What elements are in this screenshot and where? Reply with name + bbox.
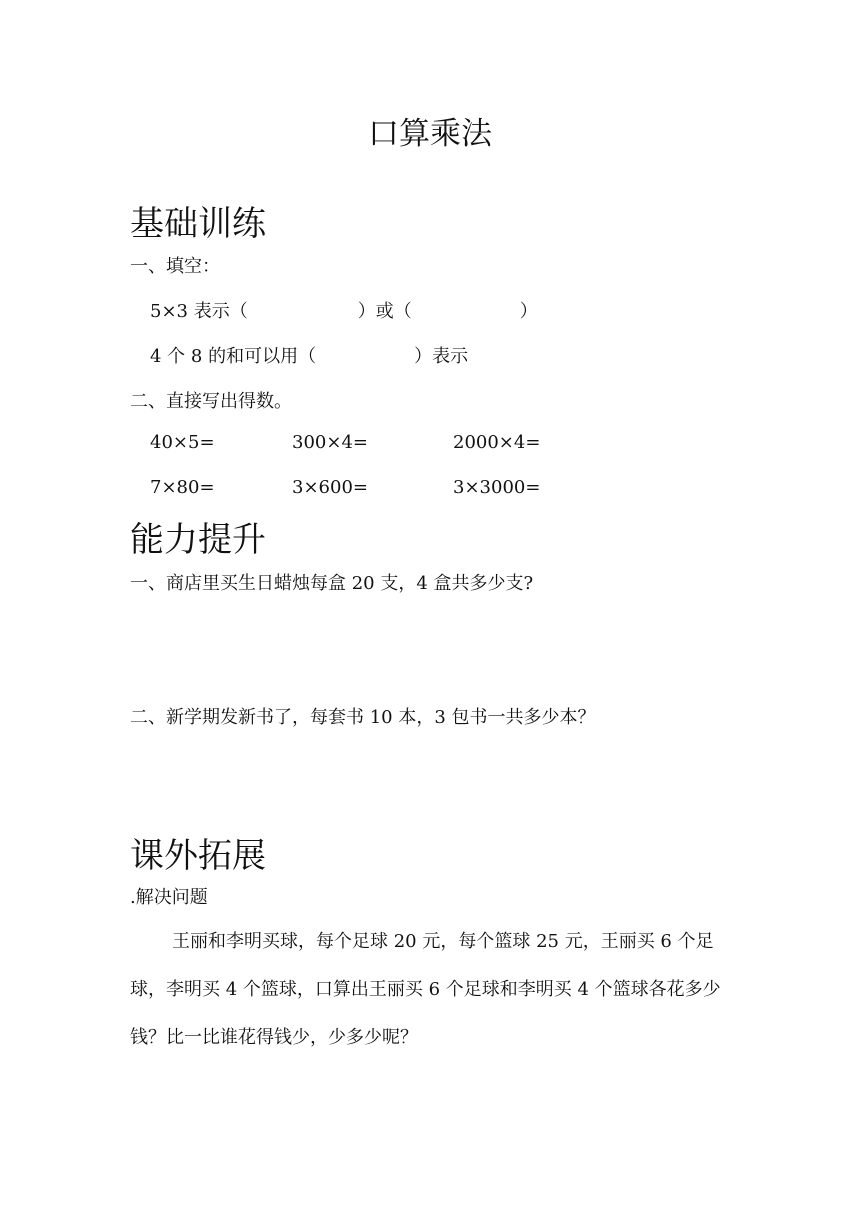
extension-problem: 王丽和李明买球，每个足球 20 元，每个篮球 25 元，王丽买 6 个足球，李明买 4 个篮球，口算出王丽买 6 个足球和李明买 4 个篮球各花多少钱？比一比谁花得钱少，少多少呢？	[130, 931, 721, 1048]
calc-item: 3×600=	[292, 477, 368, 498]
section-heading-ability: 能力提升	[130, 520, 266, 560]
fill-1-part-c: ）	[519, 301, 538, 322]
fill-1-part-a: 5×3 表示（	[150, 301, 248, 322]
calc-item: 7×80=	[150, 477, 215, 498]
calc-heading: 二、直接写出得数。	[130, 391, 292, 412]
page-title: 口算乘法	[368, 116, 492, 152]
fill-2-part-b: ）表示	[414, 346, 469, 367]
calc-item: 40×5=	[150, 432, 215, 453]
word-problem-2: 二、新学期发新书了，每套书 10 本，3 包书一共多少本？	[130, 707, 596, 728]
word-problem-1: 一、商店里买生日蜡烛每盒 20 支，4 盒共多少支?	[130, 573, 534, 594]
fill-2-part-a: 4 个 8 的和可以用（	[150, 346, 317, 367]
fill-blank-question-1	[150, 297, 538, 323]
fill-blank-question-2	[150, 342, 468, 368]
fill-blank-heading: 一、填空：	[130, 256, 220, 277]
section-heading-basic: 基础训练	[130, 204, 266, 244]
calc-item: 2000×4=	[453, 432, 541, 453]
calc-item: 3×3000=	[453, 477, 541, 498]
fill-1-part-b: ）或（	[357, 301, 412, 322]
extension-sub-heading: .解决问题	[130, 887, 208, 908]
section-heading-extension: 课外拓展	[130, 836, 266, 876]
calc-item: 300×4=	[292, 432, 368, 453]
